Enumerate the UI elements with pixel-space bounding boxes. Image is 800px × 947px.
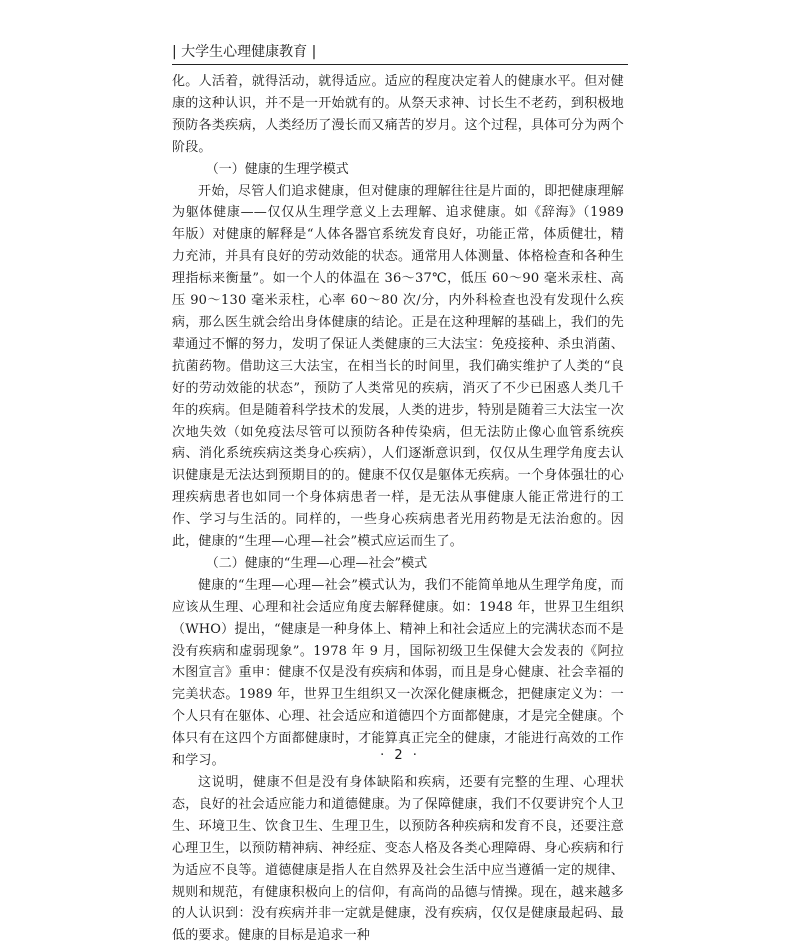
header-left-bar: | (172, 44, 177, 60)
paragraph-physiological-model: 开始，尽管人们追求健康，但对健康的理解往往是片面的，即把健康理解为躯体健康——仅仅从生理学意义上去理解、追求健康。如《辞海》（1989 年版）对健康的解释是“人体各器官系统发育良好，功能正常，体质健壮，精力充沛，并具有良好的劳动效能的状态。通常用人体测量、体格检查和各种生理指标来衡量”。如一个人的体温在 36～37℃，低压 60～90 毫米汞柱、高压 90～130 毫米汞柱，心率 60～80 次/分，内外科检查也没有发现什么疾病，那么医生就会给出身体健康的结论。正是在这种理解的基础上，我们的先辈通过不懈的努力，发明了保证人类健康的三大法宝：免疫接种、杀虫消菌、抗菌药物。借助这三大法宝，在相当长的时间里，我们确实维护了人类的“良好的劳动效能的状态”，预防了人类常见的疾病，消灭了不少已困惑人类几千年的疾病。但是随着科学技术的发展，人类的进步，特别是随着三大法宝一次次地失效（如免疫法尽管可以预防各种传染病，但无法防止像心血管系统疾病、消化系统疾病这类身心疾病），人们逐渐意识到，仅仅从生理学角度去认识健康是无法达到预期目的的。健康不仅仅是躯体无疾病。一个身体强壮的心理疾病患者也如同一个身体病患者一样，是无法从事健康人能正常进行的工作、学习与生活的。同样的，一些身心疾病患者光用药物是无法治愈的。因此，健康的“生理—心理—社会”模式应运而生了。 (172, 183, 624, 550)
paragraph-bio-psycho-social-model: 健康的“生理—心理—社会”模式认为，我们不能简单地从生理学角度，而应该从生理、心理和社会适应角度去解释健康。如：1948 年，世界卫生组织（WHO）提出，“健康是一种身体上、精神上和社会适应上的完满状态而不是没有疾病和虚弱现象”。1978 年 9 月，国际初级卫生保健大会发表的《阿拉木图宣言》重申：健康不仅是没有疾病和体弱，而且是身心健康、社会幸福的完美状态。1989 年，世界卫生组织又一次深化健康概念，把健康定义为：一个人只有在躯体、心理、社会适应和道德四个方面都健康，才是完全健康。个体只有在这四个方面都健康时，才能算真正完全的健康，才能进行高效的工作和学习。 (172, 577, 625, 769)
section-heading-bio-psycho-social: （二）健康的“生理—心理—社会”模式 (205, 555, 428, 571)
header-title: 大学生心理健康教育 (181, 44, 308, 60)
page-number: · 2 · (380, 748, 420, 763)
running-header (172, 42, 632, 62)
page-body (172, 71, 624, 947)
header-right-bar: | (311, 44, 317, 60)
header-rule (172, 64, 628, 65)
section-heading-physiological: （一）健康的生理学模式 (205, 161, 349, 177)
paragraph-health-explanation: 这说明，健康不但是没有身体缺陷和疾病，还要有完整的生理、心理状态，良好的社会适应能力和道德健康。为了保障健康，我们不仅要讲究个人卫生、环境卫生、饮食卫生、生理卫生，以预防各种疾病和发育不良，还要注意心理卫生，以预防精神病、神经症、变态人格及各类心理障碍、身心疾病和行为适应不良等。道德健康是指人在自然界及社会生活中应当遵循一定的规律、规则和规范，有健康积极向上的信仰，有高尚的品德与情操。现在，越来越多的人认识到：没有疾病并非一定就是健康，没有疾病，仅仅是健康最起码、最低的要求。健康的目标是追求一种 (172, 775, 624, 944)
paragraph-intro: 化。人活着，就得活动，就得适应。适应的程度决定着人的健康水平。但对健康的这种认识，并不是一开始就有的。从祭天求神、讨长生不老药，到积极地预防各类疾病，人类经历了漫长而又痛苦的岁月。这个过程，具体可分为两个阶段。 (172, 74, 624, 155)
